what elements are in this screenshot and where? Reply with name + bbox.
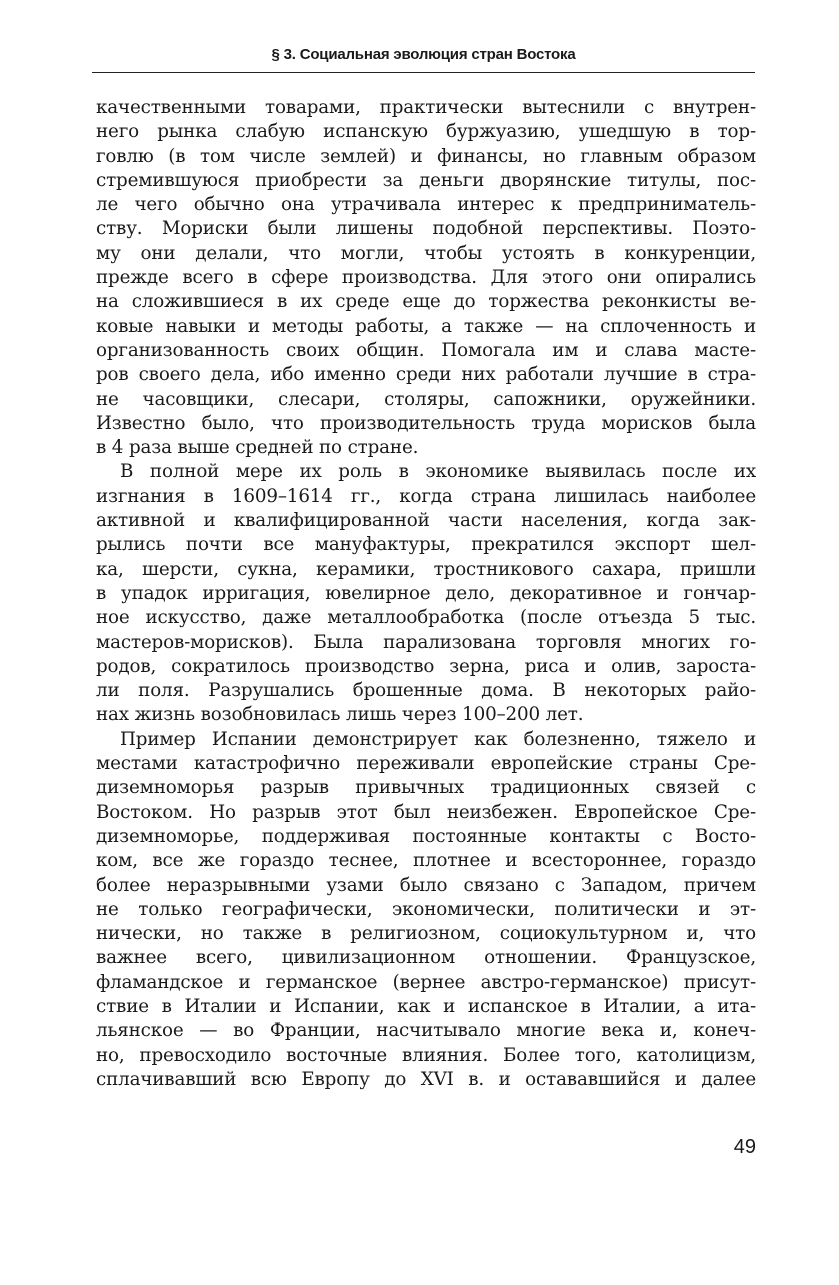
- text-line: Известно было, что производительность труда морисков была: [96, 412, 756, 434]
- text-line: нах жизнь возобновилась лишь через 100–200 лет.: [96, 704, 584, 726]
- text-line: сплачивавший всю Европу до XVI в. и остававшийся и далее: [96, 1068, 756, 1090]
- text-line: диземноморье, поддерживая постоянные контакты с Восто-: [96, 825, 756, 847]
- running-head: § 3. Социальная эволюция стран Востока: [271, 46, 576, 63]
- text-line: рылись почти все мануфактуры, прекратился экспорт шел-: [96, 534, 756, 556]
- text-line: ров своего дела, ибо именно среди них работали лучшие в стра-: [96, 364, 756, 386]
- text-line: ле чего обычно она утрачивала интерес к предприниматель-: [96, 194, 756, 216]
- text-line: ству. Мориски были лишены подобной перспективы. Поэто-: [96, 218, 756, 240]
- text-line: важнее всего, цивилизационном отношении. Французское,: [96, 947, 756, 969]
- text-line: активной и квалифицированной части населения, когда зак-: [96, 510, 756, 532]
- text-line: Пример Испании демонстрирует как болезненно, тяжело и: [120, 728, 756, 750]
- text-line: ком, все же гораздо теснее, плотнее и всестороннее, гораздо: [96, 850, 756, 872]
- text-line: но, превосходило восточные влияния. Более того, католицизм,: [96, 1044, 756, 1066]
- paragraph-1: [96, 96, 756, 460]
- text-line: в упадок ирригация, ювелирное дело, декоративное и гончар-: [96, 582, 756, 604]
- body-text: [96, 96, 756, 1092]
- text-line: не только географически, экономически, политически и эт-: [96, 898, 756, 920]
- text-line: качественными товарами, практически вытеснили с внутрен-: [96, 97, 756, 118]
- text-line: льянское — во Франции, насчитывало многие века и, конеч-: [96, 1020, 756, 1042]
- text-line: стремившуюся приобрести за деньги дворянские титулы, пос-: [96, 169, 756, 191]
- page-number: 49: [733, 1136, 756, 1158]
- text-line: на сложившиеся в их среде еще до торжества реконкисты ве-: [96, 291, 756, 313]
- paragraph-2: [96, 460, 756, 727]
- text-line: ное искусство, даже металлообработка (после отъезда 5 тыс.: [96, 607, 756, 629]
- text-line: ковые навыки и методы работы, а также — на сплоченность и: [96, 315, 756, 337]
- text-line: в 4 раза выше средней по стране.: [96, 437, 419, 459]
- text-line: В полной мере их роль в экономике выявилась после их: [120, 461, 756, 483]
- paragraph-3: [96, 728, 756, 1092]
- text-line: ка, шерсти, сукна, керамики, тростникового сахара, пришли: [96, 558, 756, 580]
- text-line: организованность своих общин. Помогала им и слава масте-: [96, 339, 756, 361]
- text-line: изгнания в 1609–1614 гг., когда страна лишилась наиболее: [96, 485, 756, 507]
- text-line: родов, сократилось производство зерна, риса и олив, зароста-: [96, 655, 756, 677]
- text-line: говлю (в том числе землей) и финансы, но главным образом: [96, 145, 756, 167]
- text-line: фламандское и германское (вернее австро-германское) присут-: [96, 971, 756, 993]
- text-line: нически, но также в религиозном, социокультурном и, что: [96, 923, 756, 945]
- text-line: прежде всего в сфере производства. Для этого они опирались: [96, 267, 756, 289]
- text-line: него рынка слабую испанскую буржуазию, ушедшую в тор-: [96, 121, 756, 143]
- text-line: Востоком. Но разрыв этот был неизбежен. Европейское Сре-: [96, 801, 756, 823]
- text-line: ствие в Италии и Испании, как и испанское в Италии, а ита-: [96, 995, 756, 1017]
- text-line: му они делали, что могли, чтобы устоять в конкуренции,: [96, 242, 756, 264]
- text-line: ли поля. Разрушались брошенные дома. В некоторых райо-: [96, 680, 756, 702]
- text-line: местами катастрофично переживали европейские страны Сре-: [96, 753, 756, 775]
- text-line: не часовщики, слесари, столяры, сапожники, оружейники.: [96, 388, 756, 410]
- text-line: диземноморья разрыв привычных традиционных связей с: [96, 777, 756, 799]
- text-line: мастеров-морисков). Была парализована торговля многих го-: [96, 631, 756, 653]
- header-rule: [92, 72, 755, 73]
- text-line: более неразрывными узами было связано с Западом, причем: [96, 874, 756, 896]
